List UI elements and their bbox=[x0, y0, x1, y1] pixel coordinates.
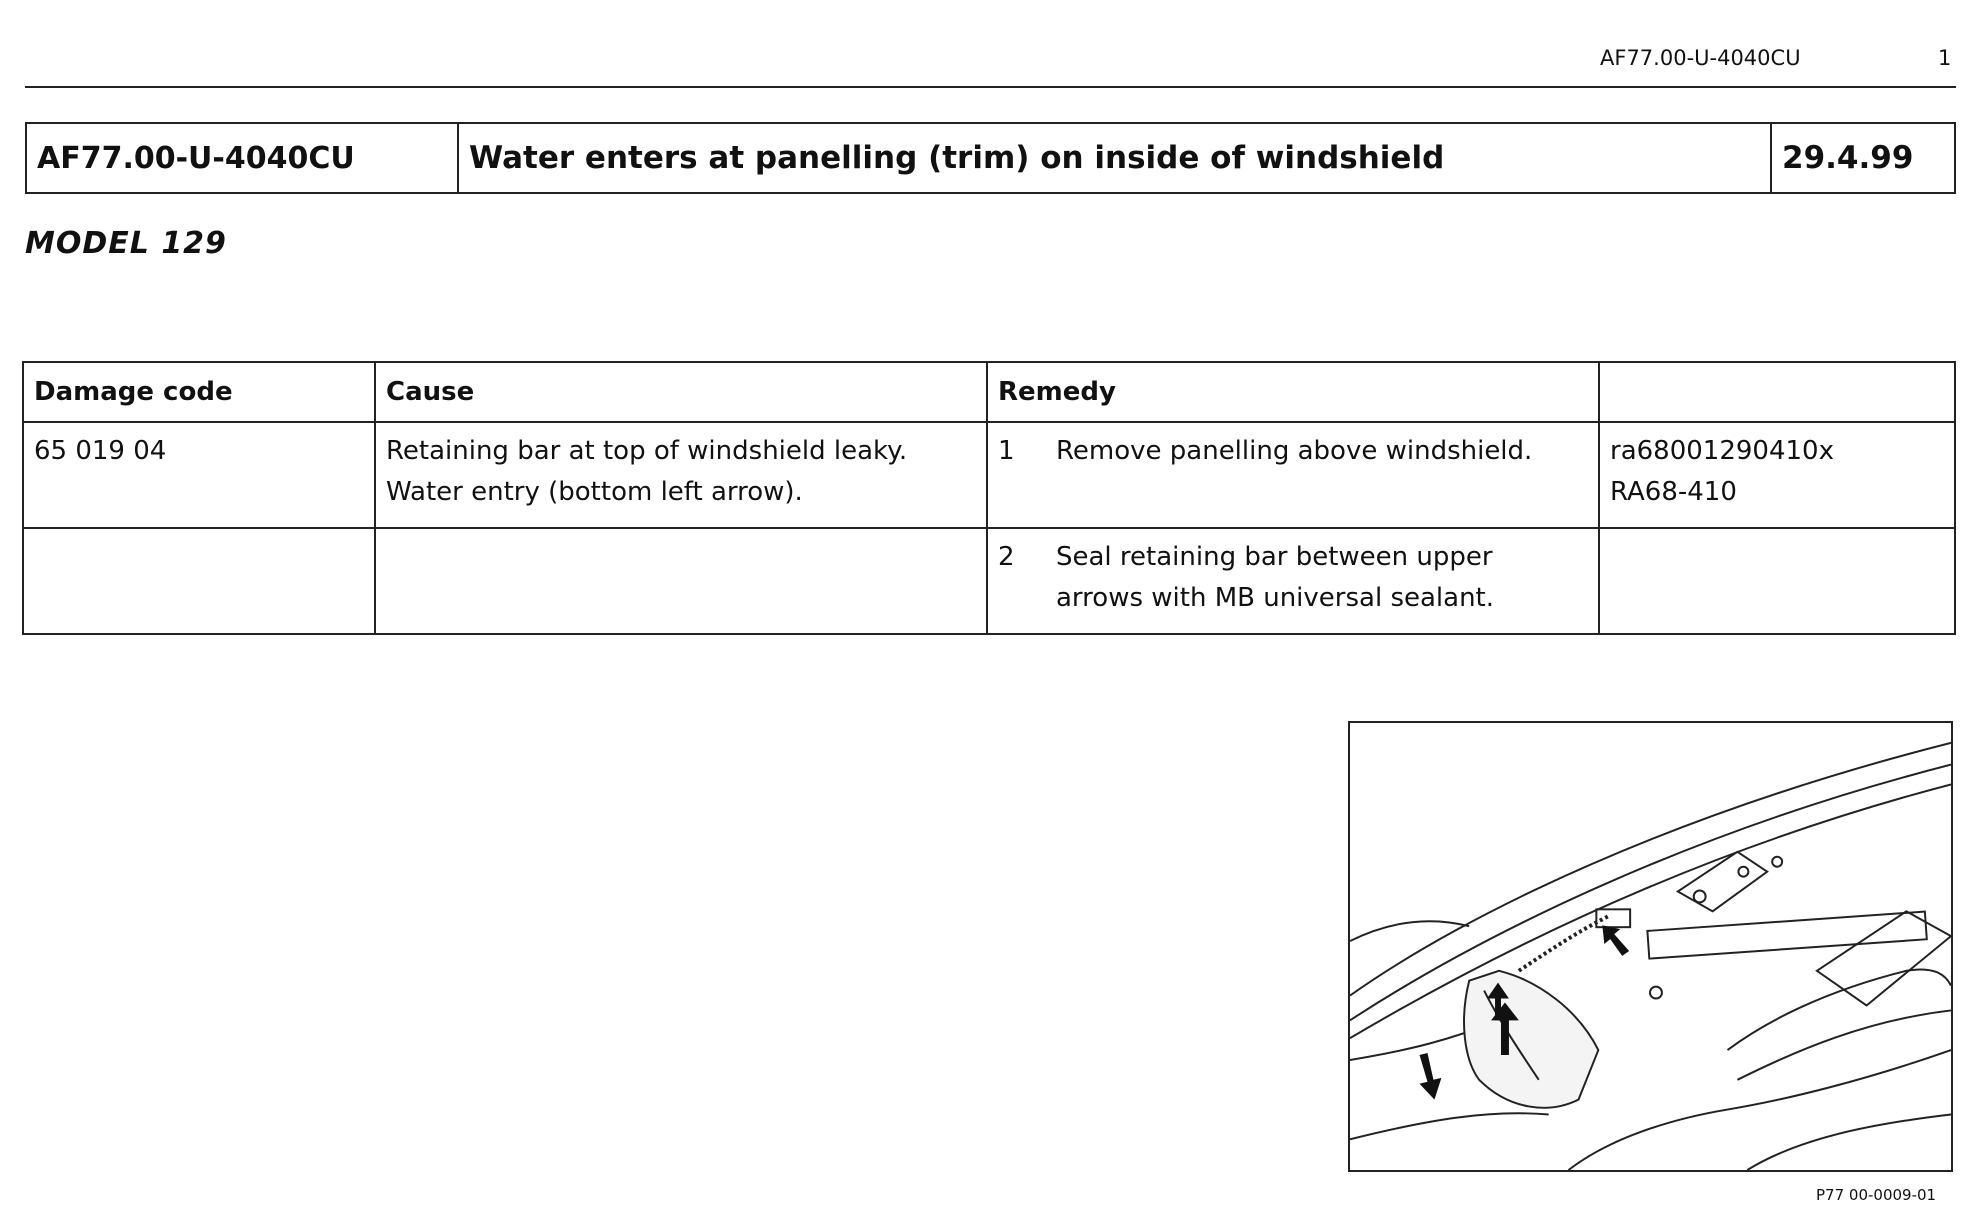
cause-cell bbox=[375, 528, 987, 634]
header-reference bbox=[1599, 362, 1955, 422]
model-label: MODEL 129 bbox=[25, 226, 227, 261]
table-row bbox=[23, 528, 1955, 634]
step-number: 2 bbox=[998, 542, 1015, 572]
step-text bbox=[1056, 537, 1494, 619]
cause-cell bbox=[375, 422, 987, 528]
remedy-line: arrows with MB universal sealant. bbox=[1056, 583, 1495, 613]
remedy-cell bbox=[987, 528, 1599, 634]
figure-caption: P77 00-0009-01 bbox=[1816, 1186, 1937, 1204]
title-text: Water enters at panelling (trim) on inside of windshield bbox=[458, 123, 1771, 193]
remedy-line: Remove panelling above windshield. bbox=[1056, 436, 1533, 466]
remedy-step bbox=[998, 431, 1588, 472]
damage-code-cell bbox=[23, 528, 375, 634]
header-remedy: Remedy bbox=[987, 362, 1599, 422]
damage-table bbox=[22, 361, 1956, 635]
reference-line: ra68001290410x bbox=[1610, 436, 1834, 466]
cause-line: Water entry (bottom left arrow). bbox=[386, 477, 803, 507]
title-block bbox=[25, 122, 1956, 194]
table-header-row bbox=[23, 362, 1955, 422]
header-damage-code: Damage code bbox=[23, 362, 375, 422]
header-doc-id: AF77.00-U-4040CU bbox=[1600, 46, 1801, 70]
windshield-retaining-bar-illustration bbox=[1348, 721, 1953, 1172]
title-code: AF77.00-U-4040CU bbox=[26, 123, 458, 193]
step-number: 1 bbox=[998, 436, 1015, 466]
remedy-step bbox=[998, 537, 1588, 619]
header-rule bbox=[25, 86, 1956, 88]
reference-line: RA68-410 bbox=[1610, 477, 1737, 507]
title-date: 29.4.99 bbox=[1771, 123, 1955, 193]
remedy-cell bbox=[987, 422, 1599, 528]
illustration-drawing bbox=[1350, 723, 1951, 1170]
remedy-line: Seal retaining bar between upper bbox=[1056, 542, 1493, 572]
cause-line: Retaining bar at top of windshield leaky. bbox=[386, 436, 908, 466]
step-text bbox=[1056, 431, 1532, 472]
table-row bbox=[23, 422, 1955, 528]
damage-code-cell: 65 019 04 bbox=[23, 422, 375, 528]
reference-cell bbox=[1599, 422, 1955, 528]
reference-cell bbox=[1599, 528, 1955, 634]
header-page-number: 1 bbox=[1938, 46, 1952, 70]
header-cause: Cause bbox=[375, 362, 987, 422]
